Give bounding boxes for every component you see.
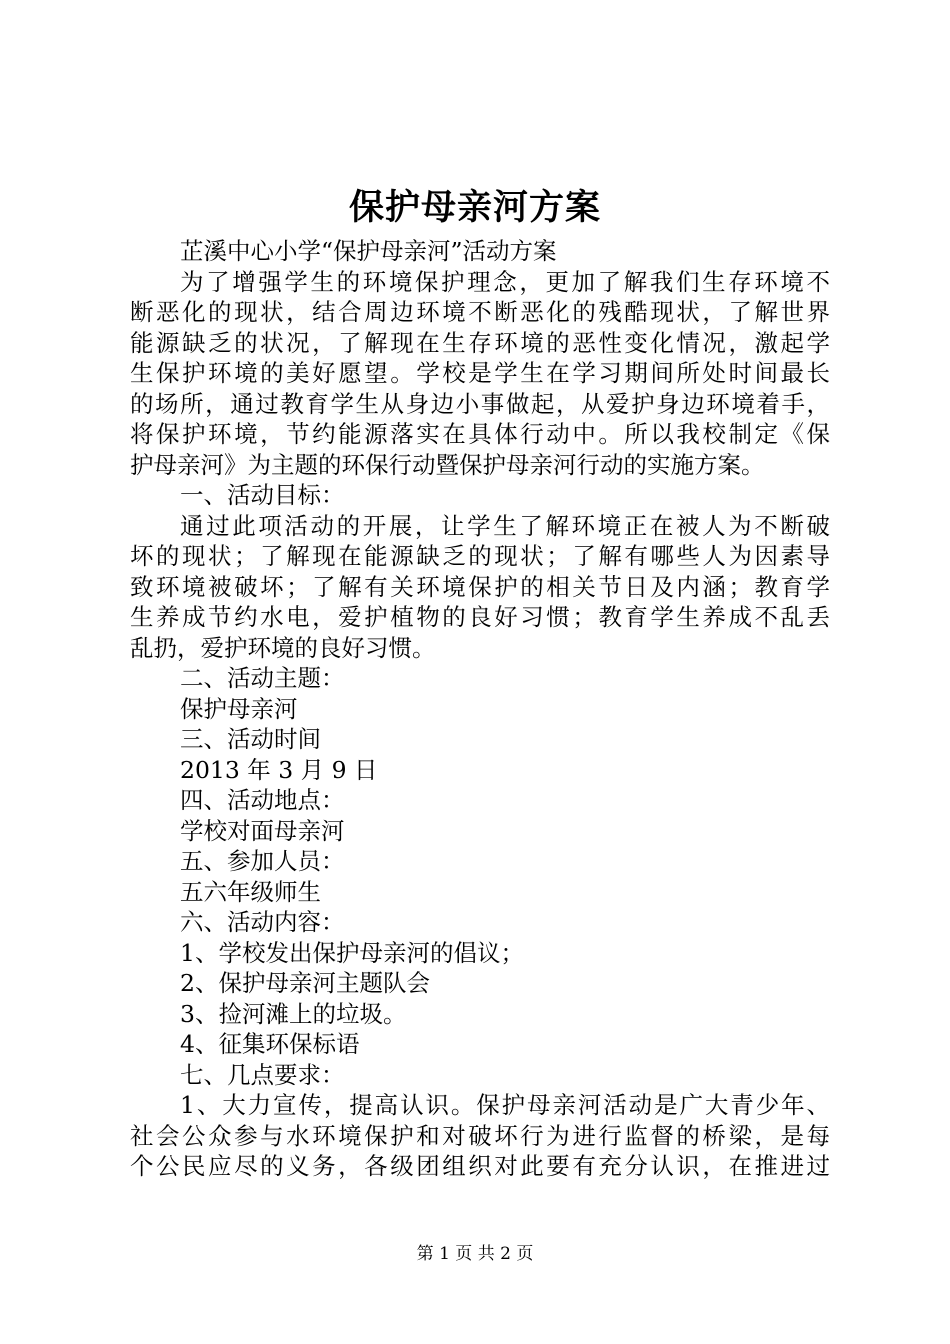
body-line: 2、保护母亲河主题队会 (180, 969, 430, 997)
body-line: 能源缺乏的状况，了解现在生存环境的恶性变化情况，激起学 (130, 328, 830, 357)
body-line: 为了增强学生的环境保护理念，更加了解我们生存环境不 (180, 267, 830, 296)
body-line: 致环境被破坏；了解有关环境保护的相关节日及内涵；教育学 (130, 572, 830, 601)
body-line: 保护母亲河 (180, 694, 298, 723)
body-line: 断恶化的现状，结合周边环境不断恶化的残酷现状，了解世界 (130, 298, 830, 326)
body-line: 六、活动内容： (180, 908, 345, 936)
body-line: 将保护环境，节约能源落实在具体行动中。所以我校制定《保 (130, 420, 830, 448)
body-line: 生保护环境的美好愿望。学校是学生在学习期间所处时间最长 (130, 359, 830, 387)
body-line: 社会公众参与水环境保护和对破坏行为进行监督的桥梁，是每 (130, 1121, 830, 1150)
body-line: 4、征集环保标语 (180, 1030, 360, 1058)
body-line: 芷溪中心小学“保护母亲河”活动方案 (180, 237, 557, 265)
document-title: 保护母亲河方案 (348, 187, 601, 228)
body-line: 生养成节约水电，爱护植物的良好习惯；教育学生养成不乱丢 (130, 603, 830, 631)
body-line: 七、几点要求： (180, 1060, 345, 1089)
page-footer: 第 1 页 共 2 页 (416, 1244, 534, 1264)
body-line: 2013 年 3 月 9 日 (180, 755, 378, 784)
body-line: 学校对面母亲河 (180, 816, 345, 845)
body-line: 一、活动目标： (180, 481, 345, 509)
body-line: 三、活动时间 (180, 725, 321, 753)
body-line: 1、大力宣传，提高认识。保护母亲河活动是广大青少年、 (180, 1091, 830, 1119)
body-line: 二、活动主题： (180, 664, 345, 692)
body-line: 个公民应尽的义务，各级团组织对此要有充分认识，在推进过 (130, 1152, 830, 1180)
body-line: 四、活动地点： (180, 786, 345, 814)
body-line: 3、捡河滩上的垃圾。 (180, 999, 407, 1028)
body-line: 五六年级师生 (180, 877, 321, 906)
body-line: 坏的现状；了解现在能源缺乏的现状；了解有哪些人为因素导 (130, 542, 830, 570)
body-line: 通过此项活动的开展，让学生了解环境正在被人为不断破 (180, 511, 830, 540)
body-line: 1、学校发出保护母亲河的倡议； (180, 938, 524, 967)
body-line: 五、参加人员： (180, 847, 345, 875)
body-line: 的场所，通过教育学生从身边小事做起，从爱护身边环境着手， (130, 389, 830, 418)
body-line: 乱扔，爱护环境的良好习惯。 (130, 633, 436, 662)
document-body (130, 236, 830, 1182)
body-line: 护母亲河》为主题的环保行动暨保护母亲河行动的实施方案。 (130, 450, 765, 479)
